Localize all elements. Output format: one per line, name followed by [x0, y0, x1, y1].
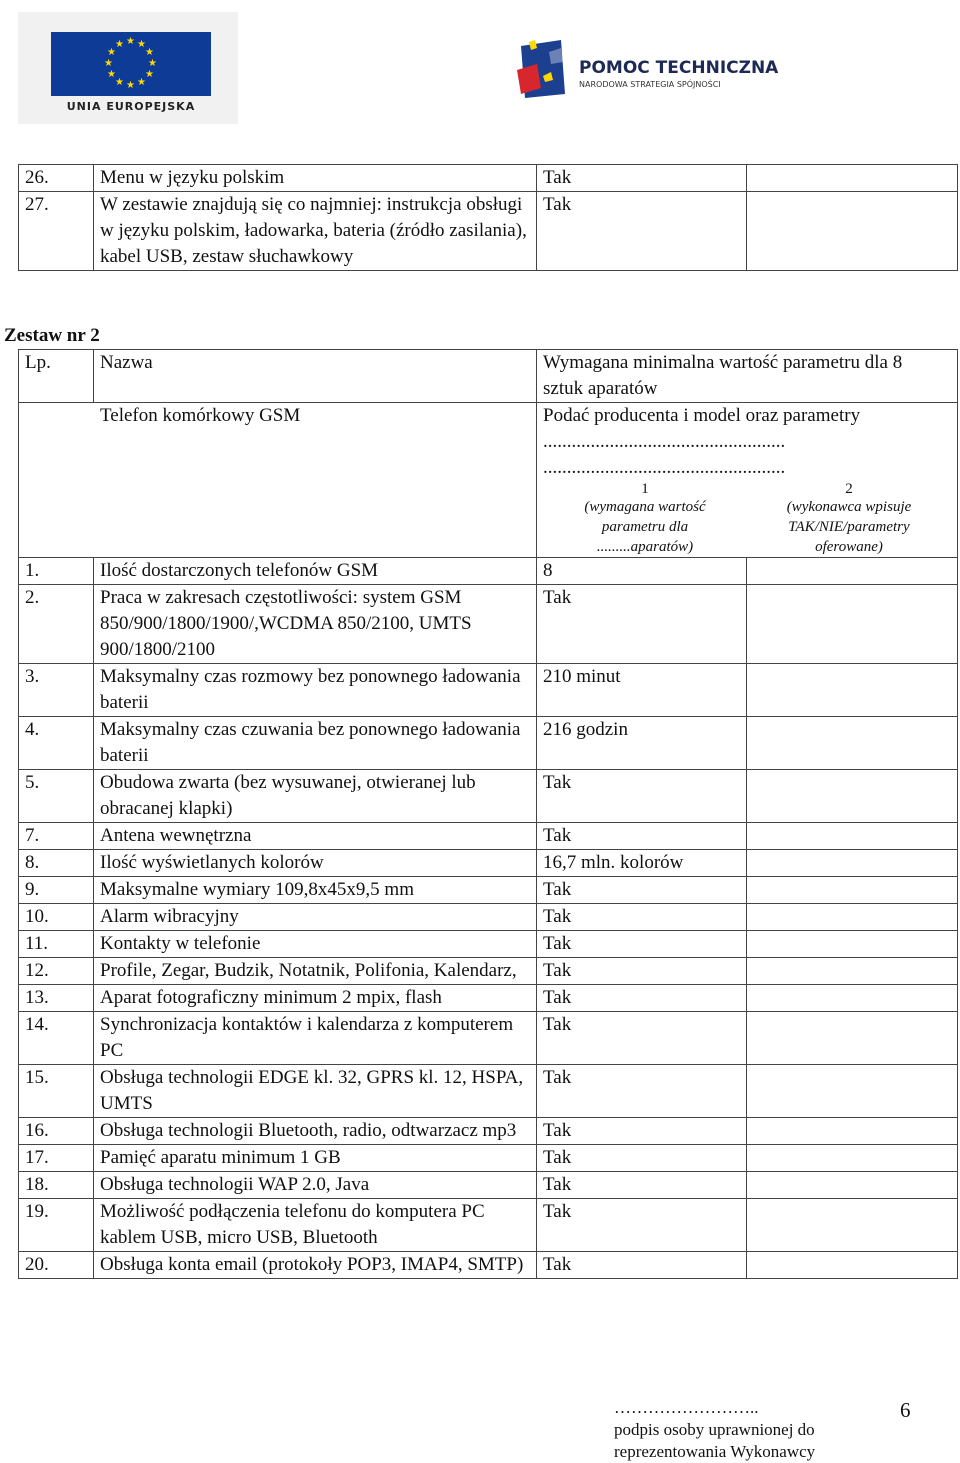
row-offer-cell: [747, 770, 958, 823]
table-row: [19, 1172, 958, 1199]
table-row: [19, 931, 958, 958]
eu-star-icon: ★: [115, 77, 124, 89]
table-row: [19, 850, 958, 877]
row-lp: 10.: [19, 904, 94, 931]
row-name: Aparat fotograficzny minimum 2 mpix, flash: [94, 985, 537, 1012]
row-requirement: Tak: [537, 192, 747, 271]
row-requirement: 16,7 mln. kolorów: [537, 850, 747, 877]
row-name: Obsługa konta email (protokoły POP3, IMAP4, SMTP): [94, 1252, 537, 1279]
row-name: Antena wewnętrzna: [94, 823, 537, 850]
row-requirement: Tak: [537, 1172, 747, 1199]
eu-logo: [18, 12, 238, 124]
row-name: Pamięć aparatu minimum 1 GB: [94, 1145, 537, 1172]
row-name: Profile, Zegar, Budzik, Notatnik, Polifonia, Kalendarz,: [94, 958, 537, 985]
row-requirement: Tak: [537, 1065, 747, 1118]
row-offer-cell: [747, 1172, 958, 1199]
row-name: Obudowa zwarta (bez wysuwanej, otwieranej lub obracanej klapki): [94, 770, 537, 823]
row-name: Synchronizacja kontaktów i kalendarza z komputerem PC: [94, 1012, 537, 1065]
row-name: Kontakty w telefonie: [94, 931, 537, 958]
table-row: [19, 823, 958, 850]
row-lp: 7.: [19, 823, 94, 850]
eu-star-icon: ★: [115, 38, 124, 50]
row-lp: 2.: [19, 585, 94, 664]
row-name: Maksymalny czas rozmowy bez ponownego ładowania baterii: [94, 664, 537, 717]
row-offer-cell: [747, 585, 958, 664]
pomoc-techniczna-mark-icon: [515, 36, 569, 100]
row-requirement: Tak: [537, 770, 747, 823]
spec-table: [18, 349, 958, 1279]
row-name: Możliwość podłączenia telefonu do komputera PC kablem USB, micro USB, Bluetooth: [94, 1199, 537, 1252]
device-requirement: Podać producenta i model oraz parametry: [543, 405, 861, 426]
eu-star-icon: ★: [106, 47, 116, 58]
table-row: [19, 664, 958, 717]
row-name: Alarm wibracyjny: [94, 904, 537, 931]
row-offer-cell: [747, 165, 958, 192]
device-name: Telefon komórkowy GSM: [19, 403, 537, 558]
table-row: [19, 904, 958, 931]
signature-line-2: reprezentowania Wykonawcy: [614, 1442, 816, 1461]
spec-table-continued: [18, 164, 958, 271]
table-row: [19, 192, 958, 271]
eu-flag-icon: [51, 32, 211, 96]
row-requirement: Tak: [537, 877, 747, 904]
row-requirement: Tak: [537, 1118, 747, 1145]
row-requirement: Tak: [537, 585, 747, 664]
column-1-note: (wymagana wartość parametru dla .........aparatów): [584, 499, 706, 555]
row-requirement: Tak: [537, 1012, 747, 1065]
row-lp: 9.: [19, 877, 94, 904]
row-name: W zestawie znajdują się co najmniej: instrukcja obsługi w języku polskim, ładowarka, bateria (źródło zasilania), kabel USB, zestaw słuchawkowy: [94, 192, 537, 271]
row-requirement: Tak: [537, 985, 747, 1012]
row-lp: 4.: [19, 717, 94, 770]
row-lp: 20.: [19, 1252, 94, 1279]
header-lp: Lp.: [19, 350, 94, 403]
header-requirement: Wymagana minimalna wartość parametru dla 8 sztuk aparatów: [537, 350, 958, 403]
table-row: [19, 585, 958, 664]
signature-dots: ……………………..: [614, 1398, 759, 1417]
row-name: Maksymalne wymiary 109,8x45x9,5 mm: [94, 877, 537, 904]
row-requirement: 210 minut: [537, 664, 747, 717]
table-row: [19, 1118, 958, 1145]
eu-star-icon: ★: [145, 69, 155, 80]
table-row: [19, 1252, 958, 1279]
eu-star-icon: ★: [104, 58, 113, 69]
row-offer-cell: [747, 664, 958, 717]
table-row: [19, 717, 958, 770]
row-lp: 12.: [19, 958, 94, 985]
row-requirement: Tak: [537, 1145, 747, 1172]
row-offer-cell: [747, 850, 958, 877]
row-lp: 11.: [19, 931, 94, 958]
table-row: [19, 877, 958, 904]
table-row: [19, 558, 958, 585]
row-offer-cell: [747, 823, 958, 850]
row-requirement: Tak: [537, 931, 747, 958]
row-requirement: 8: [537, 558, 747, 585]
table-row: [19, 1065, 958, 1118]
row-requirement: Tak: [537, 823, 747, 850]
row-requirement: Tak: [537, 958, 747, 985]
row-requirement: Tak: [537, 1252, 747, 1279]
device-row: [19, 403, 958, 558]
column-2-note: (wykonawca wpisuje TAK/NIE/parametry oferowane): [786, 499, 912, 555]
row-lp: 27.: [19, 192, 94, 271]
row-requirement: 216 godzin: [537, 717, 747, 770]
row-offer-cell: [747, 1065, 958, 1118]
pomoc-techniczna-logo: [515, 28, 815, 108]
table-row: [19, 985, 958, 1012]
row-name: Praca w zakresach częstotliwości: system GSM 850/900/1800/1900/,WCDMA 850/2100, UMTS 900/1800/2100: [94, 585, 537, 664]
eu-star-icon: ★: [126, 36, 135, 47]
row-requirement: Tak: [537, 1199, 747, 1252]
eu-star-icon: ★: [137, 38, 146, 50]
eu-logo-text: UNIA EUROPEJSKA: [66, 100, 196, 113]
column-1-number: 1: [641, 481, 649, 497]
column-2-number: 2: [845, 481, 853, 497]
row-name: Ilość dostarczonych telefonów GSM: [94, 558, 537, 585]
row-offer-cell: [747, 717, 958, 770]
signature-line-1: podpis osoby uprawnionej do: [614, 1420, 815, 1439]
row-lp: 15.: [19, 1065, 94, 1118]
row-offer-cell: [747, 1252, 958, 1279]
row-lp: 8.: [19, 850, 94, 877]
header-name: Nazwa: [94, 350, 537, 403]
device-dots-2: ...................................................: [543, 457, 786, 478]
table-row: [19, 1145, 958, 1172]
row-lp: 16.: [19, 1118, 94, 1145]
row-offer-cell: [747, 558, 958, 585]
eu-star-icon: ★: [145, 47, 155, 58]
device-dots-1: ...................................................: [543, 431, 786, 452]
row-requirement: Tak: [537, 904, 747, 931]
eu-star-icon: ★: [148, 58, 157, 69]
pomoc-techniczna-subtitle: NARODOWA STRATEGIA SPÓJNOŚCI: [579, 80, 721, 89]
row-offer-cell: [747, 1145, 958, 1172]
row-offer-cell: [747, 1118, 958, 1145]
page-number: 6: [900, 1398, 911, 1422]
signature-block: [614, 1397, 854, 1463]
eu-star-icon: ★: [126, 80, 135, 91]
table-row: [19, 958, 958, 985]
row-lp: 17.: [19, 1145, 94, 1172]
row-offer-cell: [747, 877, 958, 904]
row-lp: 18.: [19, 1172, 94, 1199]
row-lp: 14.: [19, 1012, 94, 1065]
row-name: Ilość wyświetlanych kolorów: [94, 850, 537, 877]
table-row: [19, 770, 958, 823]
pomoc-techniczna-title: POMOC TECHNICZNA: [579, 58, 779, 78]
section-title: Zestaw nr 2: [4, 325, 100, 346]
row-lp: 5.: [19, 770, 94, 823]
row-offer-cell: [747, 958, 958, 985]
row-offer-cell: [747, 1199, 958, 1252]
row-offer-cell: [747, 931, 958, 958]
eu-star-icon: ★: [137, 77, 146, 89]
row-lp: 13.: [19, 985, 94, 1012]
row-lp: 3.: [19, 664, 94, 717]
row-offer-cell: [747, 985, 958, 1012]
table-header-row: [19, 350, 958, 403]
row-name: Obsługa technologii EDGE kl. 32, GPRS kl. 12, HSPA, UMTS: [94, 1065, 537, 1118]
row-offer-cell: [747, 192, 958, 271]
table-row: [19, 1012, 958, 1065]
device-requirement-cell: [537, 403, 958, 558]
eu-star-icon: ★: [106, 69, 116, 80]
row-lp: 19.: [19, 1199, 94, 1252]
row-name: Menu w języku polskim: [94, 165, 537, 192]
row-name: Maksymalny czas czuwania bez ponownego ładowania baterii: [94, 717, 537, 770]
table-row: [19, 165, 958, 192]
row-name: Obsługa technologii WAP 2.0, Java: [94, 1172, 537, 1199]
row-lp: 26.: [19, 165, 94, 192]
row-lp: 1.: [19, 558, 94, 585]
row-requirement: Tak: [537, 165, 747, 192]
row-name: Obsługa technologii Bluetooth, radio, odtwarzacz mp3: [94, 1118, 537, 1145]
table-row: [19, 1199, 958, 1252]
row-offer-cell: [747, 1012, 958, 1065]
row-offer-cell: [747, 904, 958, 931]
